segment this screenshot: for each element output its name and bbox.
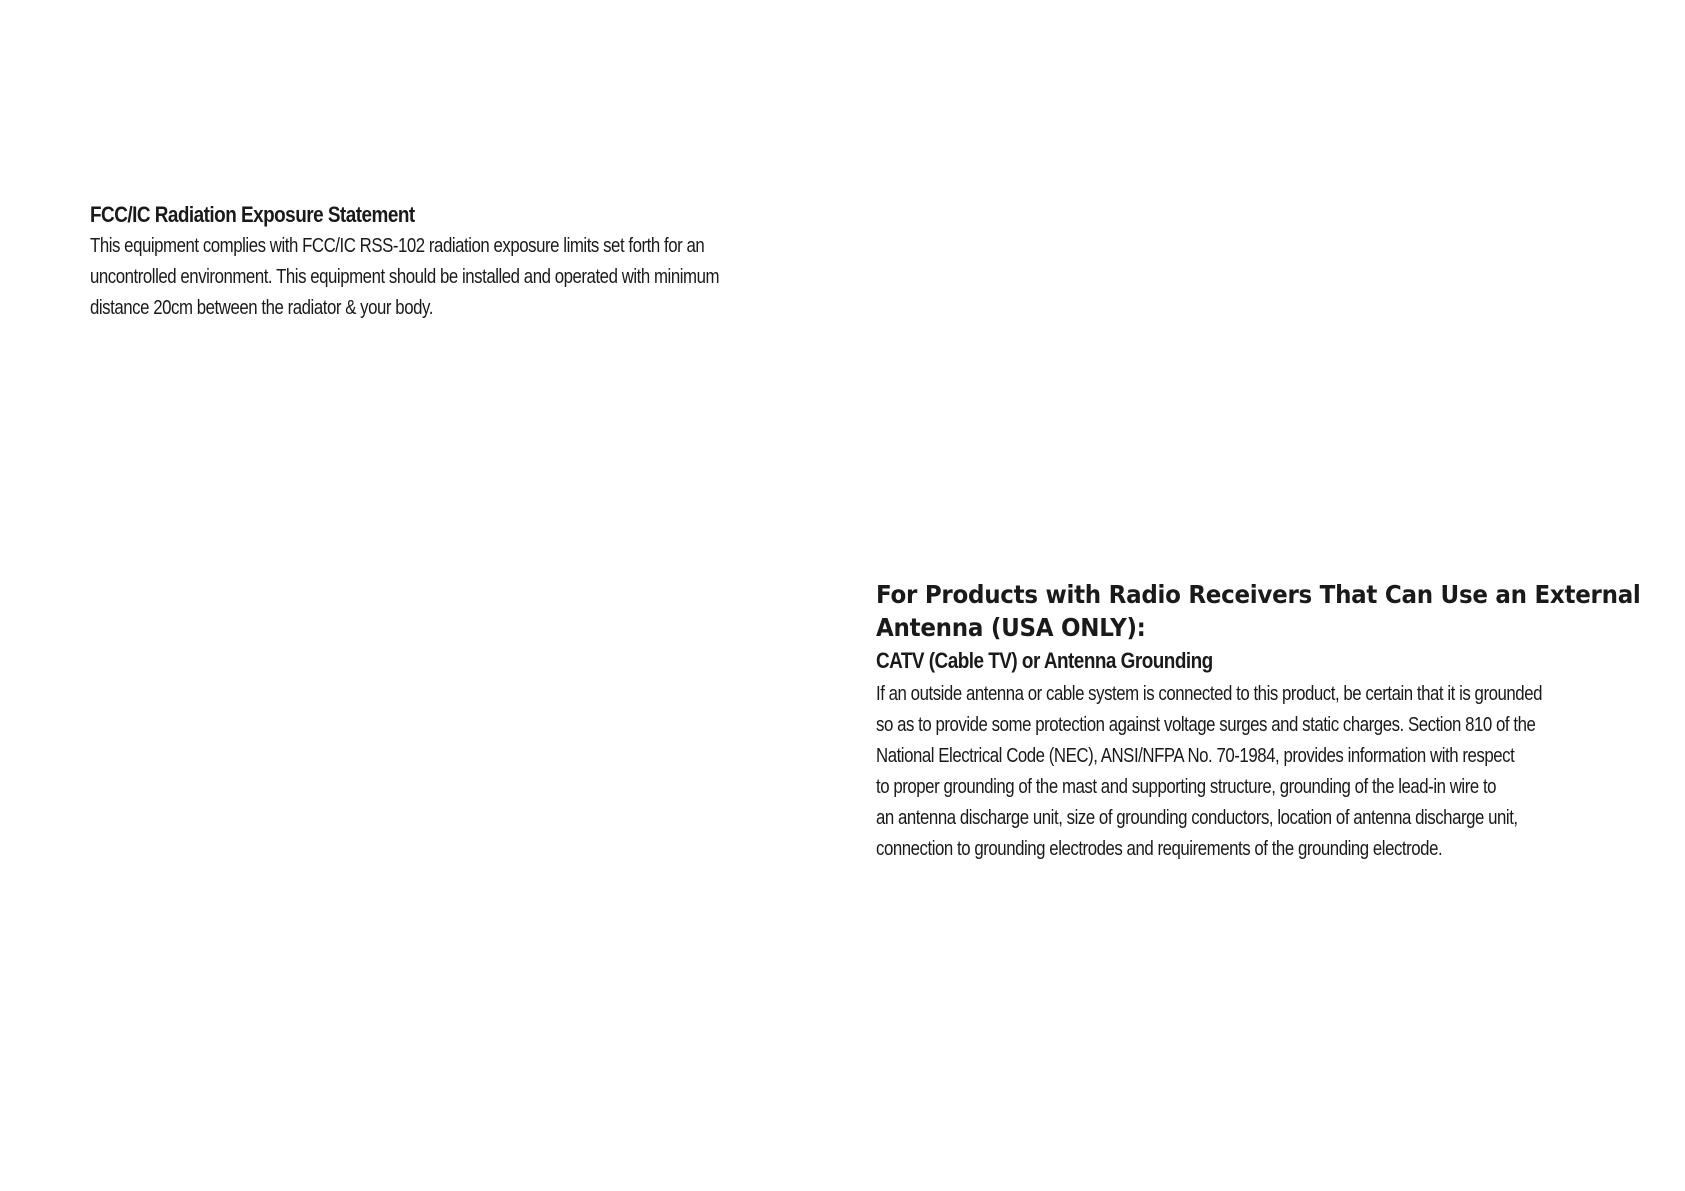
external-antenna-heading xyxy=(876,578,1641,644)
body-line: National Electrical Code (NEC), ANSI/NFPA No. 70-1984, provides information with respect xyxy=(876,744,1515,767)
body-line: distance 20cm between the radiator & your body. xyxy=(90,296,433,319)
radiation-exposure-section xyxy=(90,200,820,323)
body-line: an antenna discharge unit, size of grounding conductors, location of antenna discharge unit, xyxy=(876,806,1518,829)
radiation-exposure-body xyxy=(90,230,820,323)
heading-line: For Products with Radio Receivers That Can Use an External xyxy=(876,580,1641,609)
body-line: connection to grounding electrodes and requirements of the grounding electrode. xyxy=(876,837,1443,860)
body-line: uncontrolled environment. This equipment should be installed and operated with minimum xyxy=(90,265,720,288)
body-line: If an outside antenna or cable system is connected to this product, be certain that it is grounded xyxy=(876,682,1542,705)
body-line: so as to provide some protection against voltage surges and static charges. Section 810 of the xyxy=(876,713,1536,736)
antenna-grounding-subheading: CATV (Cable TV) or Antenna Grounding xyxy=(876,648,1213,673)
body-line: This equipment complies with FCC/IC RSS-102 radiation exposure limits set forth for an xyxy=(90,234,705,257)
external-antenna-section xyxy=(876,578,1641,864)
heading-line: Antenna (USA ONLY): xyxy=(876,613,1146,642)
radiation-exposure-heading: FCC/IC Radiation Exposure Statement xyxy=(90,202,415,227)
antenna-grounding-body xyxy=(876,678,1626,864)
body-line: to proper grounding of the mast and supporting structure, grounding of the lead-in wire to xyxy=(876,775,1497,798)
